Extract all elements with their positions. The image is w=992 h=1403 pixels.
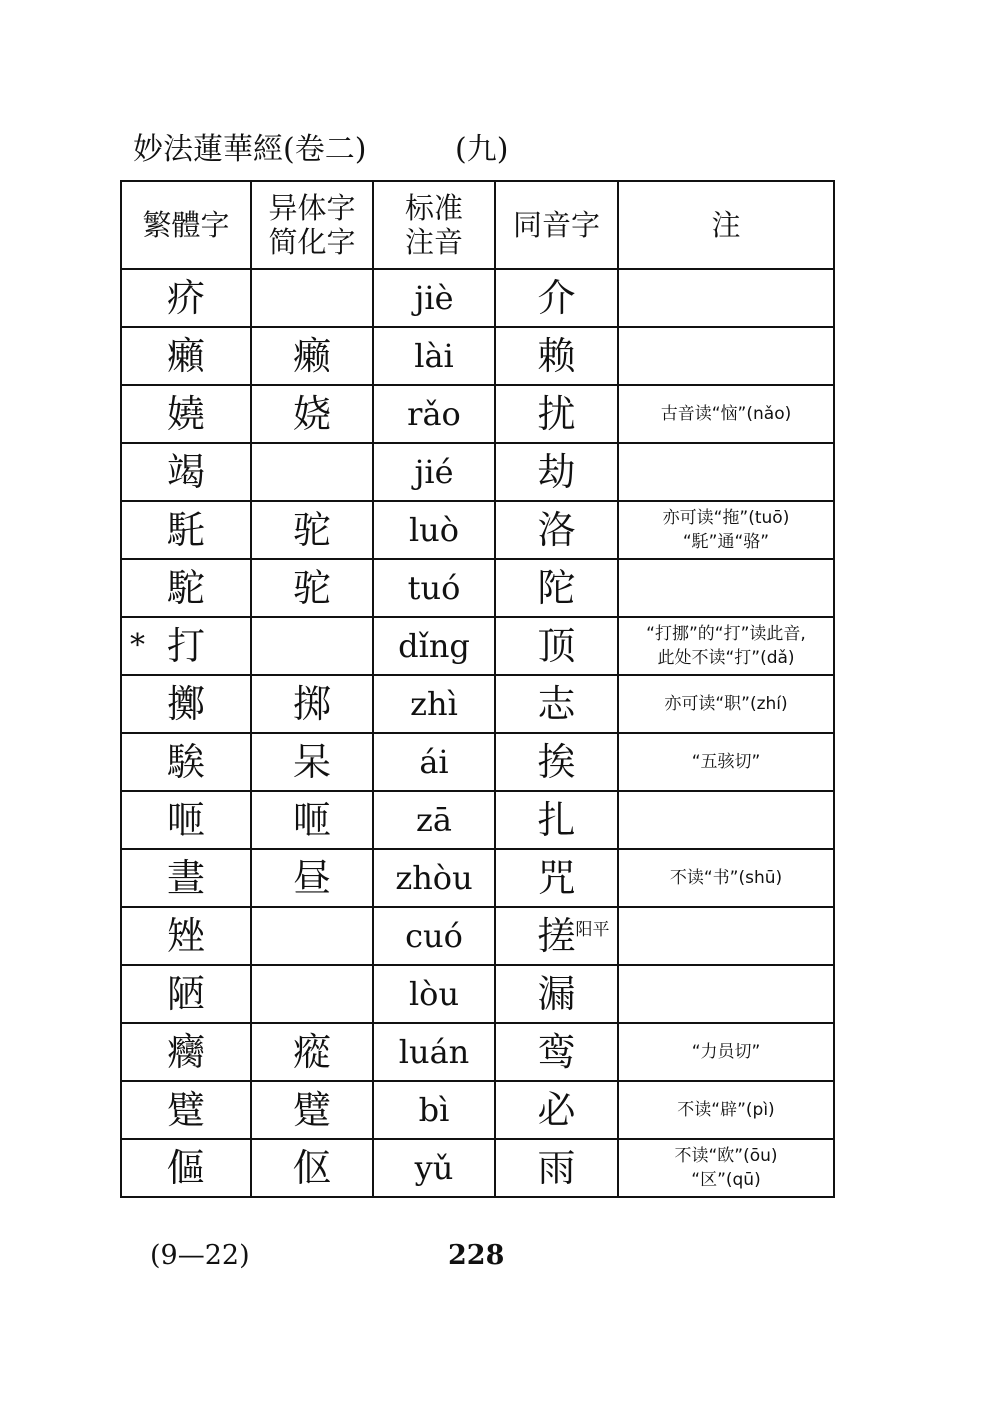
pinyin-cell: yǔ <box>373 1139 495 1197</box>
traditional-char: 癵 <box>166 1030 205 1074</box>
traditional-char: 傴 <box>166 1146 205 1190</box>
character-glossary-table <box>120 180 835 1198</box>
homophone-cell <box>495 675 618 733</box>
traditional-char: 打 <box>166 624 205 668</box>
traditional-char: 竭 <box>166 450 205 494</box>
variant-char-cell: 躄 <box>251 1081 373 1139</box>
homophone-char: 陀 <box>537 566 576 610</box>
pinyin-cell: rǎo <box>373 385 495 443</box>
traditional-char-cell <box>121 791 251 849</box>
table-row <box>121 501 834 559</box>
table-row <box>121 791 834 849</box>
pinyin-cell: jié <box>373 443 495 501</box>
table-row <box>121 1023 834 1081</box>
traditional-char-cell <box>121 849 251 907</box>
traditional-char-cell <box>121 269 251 327</box>
document-code: (9—22) <box>150 1240 250 1271</box>
traditional-char-cell <box>121 443 251 501</box>
note-line-1: 不读“欧”(ōu) <box>674 1146 778 1166</box>
homophone-cell <box>495 965 618 1023</box>
note-line-1: 亦可读“职”(zhí) <box>664 694 788 714</box>
homophone-cell <box>495 907 618 965</box>
table-body <box>121 269 834 1197</box>
note-cell <box>618 907 834 965</box>
note-cell <box>618 385 834 443</box>
pinyin-cell: jiè <box>373 269 495 327</box>
homophone-cell <box>495 1023 618 1081</box>
homophone-cell <box>495 443 618 501</box>
homophone-cell <box>495 559 618 617</box>
traditional-char-cell <box>121 733 251 791</box>
column-header-traditional: 繁體字 <box>121 181 251 269</box>
variant-char-cell <box>251 269 373 327</box>
traditional-char: 矬 <box>166 914 205 958</box>
traditional-char-cell <box>121 385 251 443</box>
note-cell <box>618 791 834 849</box>
table-row <box>121 1139 834 1197</box>
note-line-1: 古音读“恼”(nǎo) <box>660 404 792 424</box>
table-row <box>121 269 834 327</box>
column-header-homophone: 同音字 <box>495 181 618 269</box>
traditional-char-cell <box>121 1139 251 1197</box>
variant-char-cell: 瘲 <box>251 1023 373 1081</box>
table-row <box>121 385 834 443</box>
homophone-cell <box>495 385 618 443</box>
table-row <box>121 733 834 791</box>
homophone-char: 介 <box>537 276 576 320</box>
note-cell <box>618 501 834 559</box>
table-row <box>121 849 834 907</box>
traditional-char-cell <box>121 1081 251 1139</box>
traditional-char-cell <box>121 501 251 559</box>
homophone-char: 咒 <box>537 856 576 900</box>
traditional-char-cell <box>121 965 251 1023</box>
note-cell <box>618 617 834 675</box>
homophone-cell <box>495 849 618 907</box>
note-line-1: “力员切” <box>691 1042 761 1062</box>
table-row <box>121 907 834 965</box>
pinyin-cell: lòu <box>373 965 495 1023</box>
homophone-cell <box>495 617 618 675</box>
traditional-char: 馲 <box>166 508 205 552</box>
table-row <box>121 327 834 385</box>
homophone-char: 鸾 <box>537 1030 576 1074</box>
homophone-cell <box>495 791 618 849</box>
column-header-note: 注 <box>618 181 834 269</box>
table-row <box>121 675 834 733</box>
pinyin-cell: luò <box>373 501 495 559</box>
homophone-char: 劫 <box>537 450 576 494</box>
traditional-char: 晝 <box>166 856 205 900</box>
pinyin-cell: ái <box>373 733 495 791</box>
traditional-char-cell <box>121 327 251 385</box>
homophone-char: 必 <box>537 1088 576 1132</box>
pinyin-cell: tuó <box>373 559 495 617</box>
pinyin-cell: zhì <box>373 675 495 733</box>
variant-char-cell: 昼 <box>251 849 373 907</box>
note-line-2: 此处不读“打”(dǎ) <box>657 648 795 668</box>
variant-char-cell: 掷 <box>251 675 373 733</box>
variant-char-cell <box>251 617 373 675</box>
variant-char-cell <box>251 965 373 1023</box>
homophone-char: 挨 <box>537 740 576 784</box>
variant-char-cell <box>251 443 373 501</box>
tone-note: 阳平 <box>575 920 610 940</box>
pinyin-cell: zhòu <box>373 849 495 907</box>
page-header <box>133 128 833 172</box>
homophone-char: 漏 <box>537 972 576 1016</box>
homophone-char: 搓 <box>537 914 576 958</box>
page-footer <box>150 1236 650 1276</box>
homophone-cell <box>495 327 618 385</box>
traditional-char: 陋 <box>166 972 205 1016</box>
note-cell <box>618 559 834 617</box>
traditional-char: 癩 <box>166 334 205 378</box>
traditional-char-cell <box>121 675 251 733</box>
note-cell <box>618 965 834 1023</box>
pinyin-cell: cuó <box>373 907 495 965</box>
pinyin-cell: bì <box>373 1081 495 1139</box>
homophone-char: 赖 <box>537 334 576 378</box>
variant-char-cell: 咂 <box>251 791 373 849</box>
note-line-1: 不读“书”(shū) <box>669 868 783 888</box>
note-line-1: “五骇切” <box>691 752 761 772</box>
note-cell <box>618 269 834 327</box>
note-cell <box>618 327 834 385</box>
pinyin-cell: zā <box>373 791 495 849</box>
pinyin-cell: luán <box>373 1023 495 1081</box>
homophone-cell <box>495 1081 618 1139</box>
note-line-1: 亦可读“拖”(tuō) <box>662 508 790 528</box>
variant-char-cell: 癞 <box>251 327 373 385</box>
traditional-char-cell <box>121 907 251 965</box>
traditional-char: 咂 <box>166 798 205 842</box>
variant-char-cell <box>251 907 373 965</box>
note-line-2: “区”(qū) <box>691 1170 761 1190</box>
traditional-char-cell <box>121 1023 251 1081</box>
note-line-2: “馲”通“骆” <box>682 532 770 552</box>
note-cell <box>618 733 834 791</box>
traditional-char: 駝 <box>166 566 205 610</box>
homophone-char: 扎 <box>537 798 576 842</box>
page-number: 228 <box>448 1240 505 1271</box>
homophone-char: 雨 <box>537 1146 576 1190</box>
homophone-cell <box>495 733 618 791</box>
traditional-char-cell <box>121 559 251 617</box>
note-cell <box>618 1139 834 1197</box>
traditional-char: 疥 <box>166 276 205 320</box>
note-line-1: “打挪”的“打”读此音, <box>646 624 806 644</box>
variant-char-cell: 娆 <box>251 385 373 443</box>
note-cell <box>618 443 834 501</box>
traditional-char: 騃 <box>166 740 205 784</box>
variant-char-cell: 呆 <box>251 733 373 791</box>
note-cell <box>618 849 834 907</box>
variant-char-cell: 伛 <box>251 1139 373 1197</box>
homophone-char: 顶 <box>537 624 576 668</box>
pinyin-cell: dǐng <box>373 617 495 675</box>
column-header-pinyin: 标准 注音 <box>373 181 495 269</box>
table-row <box>121 443 834 501</box>
traditional-char: 嬈 <box>166 392 205 436</box>
table-row <box>121 965 834 1023</box>
homophone-char: 志 <box>537 682 576 726</box>
table-row <box>121 617 834 675</box>
homophone-cell <box>495 269 618 327</box>
homophone-char: 洛 <box>537 508 576 552</box>
pinyin-cell: lài <box>373 327 495 385</box>
table-row <box>121 559 834 617</box>
variant-char-cell: 驼 <box>251 559 373 617</box>
volume-title: 妙法蓮華經(卷二) <box>133 132 367 167</box>
homophone-char: 扰 <box>537 392 576 436</box>
variant-char-cell: 驼 <box>251 501 373 559</box>
asterisk-mark: * <box>130 628 145 663</box>
note-cell <box>618 1023 834 1081</box>
column-header-variant: 异体字 简化字 <box>251 181 373 269</box>
section-number: (九) <box>455 132 509 167</box>
note-cell <box>618 675 834 733</box>
homophone-cell <box>495 501 618 559</box>
traditional-char-cell <box>121 617 251 675</box>
note-line-1: 不读“辟”(pì) <box>677 1100 775 1120</box>
traditional-char: 躄 <box>166 1088 205 1132</box>
homophone-cell <box>495 1139 618 1197</box>
table-header-row <box>121 181 834 269</box>
traditional-char: 擲 <box>166 682 205 726</box>
table-row <box>121 1081 834 1139</box>
note-cell <box>618 1081 834 1139</box>
